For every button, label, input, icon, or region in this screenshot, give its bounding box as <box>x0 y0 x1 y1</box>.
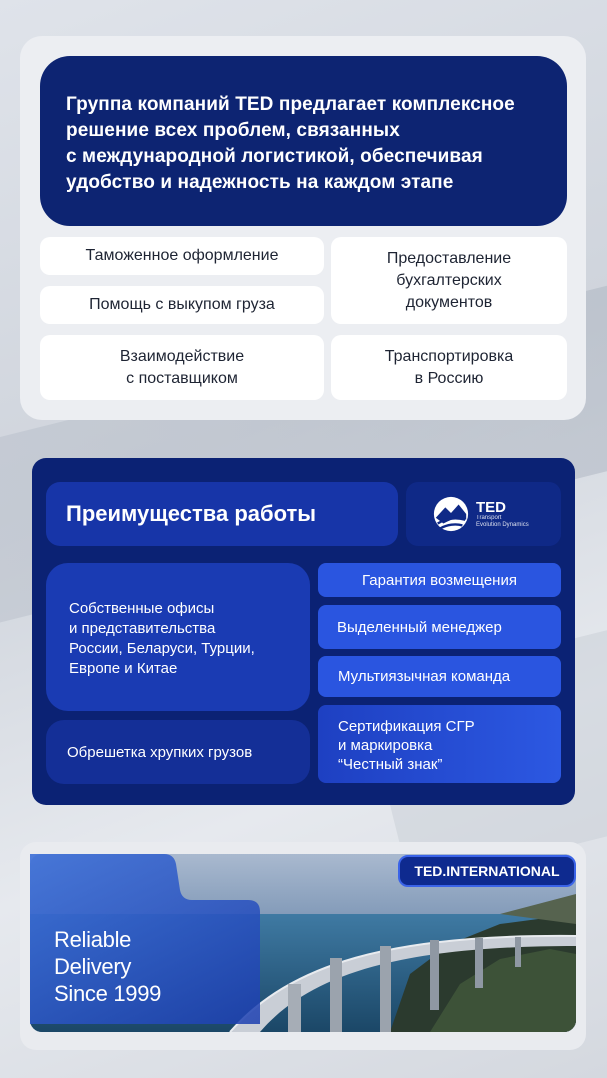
advantage-crating: Обрешетка хрупких грузов <box>46 720 310 784</box>
service-card-purchase: Помощь с выкупом груза <box>40 286 324 324</box>
site-link[interactable]: TED.INTERNATIONAL <box>398 855 576 887</box>
intro-headline: Группа компаний TED предлагает комплексное решение всех проблем, связанных с международной логистикой, обеспечивая удобство и надежность на каждом этапе <box>66 94 515 193</box>
ted-logo-icon <box>432 495 470 533</box>
service-card-transport: Транспортировка в Россию <box>331 335 567 400</box>
slogan: Reliable Delivery Since 1999 <box>54 927 162 1006</box>
service-card-supplier: Взаимодействие с поставщиком <box>40 335 324 400</box>
service-card-accounting: Предоставление бухгалтерских документов <box>331 237 567 324</box>
ted-logo <box>406 482 561 546</box>
advantage-offices: Собственные офисы и представительства России, Беларуси, Турции, Европе и Китае <box>46 563 310 711</box>
logo-subtitle: Transport Evolution Dynamics <box>476 514 529 528</box>
service-card-customs: Таможенное оформление <box>40 237 324 275</box>
advantage-multilingual: Мультиязычная команда <box>318 656 561 697</box>
advantage-manager: Выделенный менеджер <box>318 605 561 649</box>
advantages-title: Преимущества работы <box>46 482 398 546</box>
intro-headline-card <box>40 56 567 226</box>
logo-name: TED <box>476 498 506 516</box>
advantage-certification: Сертификация СГР и маркировка “Честный знак” <box>318 705 561 783</box>
advantage-guarantee: Гарантия возмещения <box>318 563 561 597</box>
